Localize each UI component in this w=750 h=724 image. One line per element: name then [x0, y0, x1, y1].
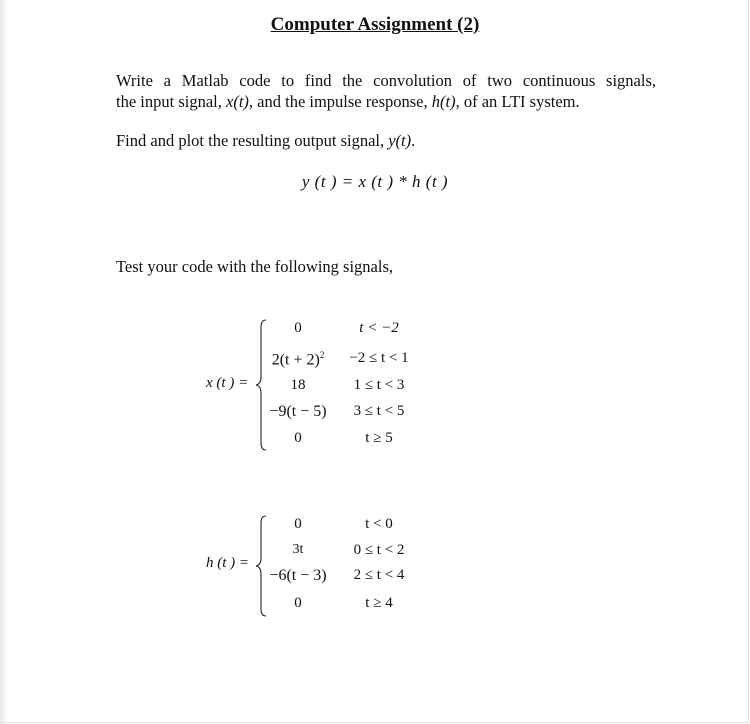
y-signal-ref: y(t) — [388, 131, 412, 150]
find-pre: Find and plot the resulting output signal, — [116, 131, 389, 150]
x-piece-0-value: 0 — [294, 320, 302, 336]
h-piece-0-value: 0 — [294, 516, 302, 532]
h-piece-3-condition: t ≥ 4 — [365, 595, 393, 611]
x-piece-3-value: −9(t − 5) — [269, 403, 327, 420]
intro-line-2-pre: the input signal, — [116, 92, 226, 111]
x-piece-1-condition: −2 ≤ t < 1 — [349, 350, 409, 366]
x-piece-1-exponent: 2 — [319, 350, 325, 360]
h-piece-2-value: −6(t − 3) — [269, 567, 327, 584]
h-piece-0-condition: t < 0 — [365, 516, 393, 532]
x-piece-4-value: 0 — [294, 430, 302, 446]
test-paragraph: Test your code with the following signals, — [116, 257, 394, 276]
find-post: . — [411, 131, 416, 150]
h-piece-1-condition: 0 ≤ t < 2 — [353, 542, 405, 558]
intro-line-2-post: , of an LTI system. — [455, 92, 580, 111]
x-piece-0-condition: t < −2 — [359, 320, 399, 336]
h-signal-ref: h(t) — [431, 92, 456, 111]
convolution-equation: y (t ) = x (t ) * h (t ) — [301, 172, 449, 191]
h-piece-1-value: 3t — [292, 542, 304, 557]
page-title: Computer Assignment (2) — [270, 14, 480, 35]
h-piece-3-value: 0 — [294, 595, 302, 611]
intro-line-2-mid: , and the impulse response, — [248, 92, 432, 111]
x-piece-1-base: 2(t + 2) — [271, 351, 320, 369]
intro-line-1: Write a Matlab code to find the convolution of two continuous signals, — [116, 71, 656, 90]
h-piece-2-condition: 2 ≤ t < 4 — [353, 567, 405, 583]
h-lhs: h (t ) = — [206, 555, 250, 571]
x-piece-3-condition: 3 ≤ t < 5 — [353, 403, 405, 419]
x-piece-4-condition: t ≥ 5 — [365, 430, 393, 446]
x-signal-ref: x(t) — [226, 92, 249, 111]
x-piece-2-value: 18 — [290, 377, 306, 393]
x-piece-2-condition: 1 ≤ t < 3 — [353, 377, 405, 393]
x-lhs: x (t ) = — [206, 375, 249, 391]
